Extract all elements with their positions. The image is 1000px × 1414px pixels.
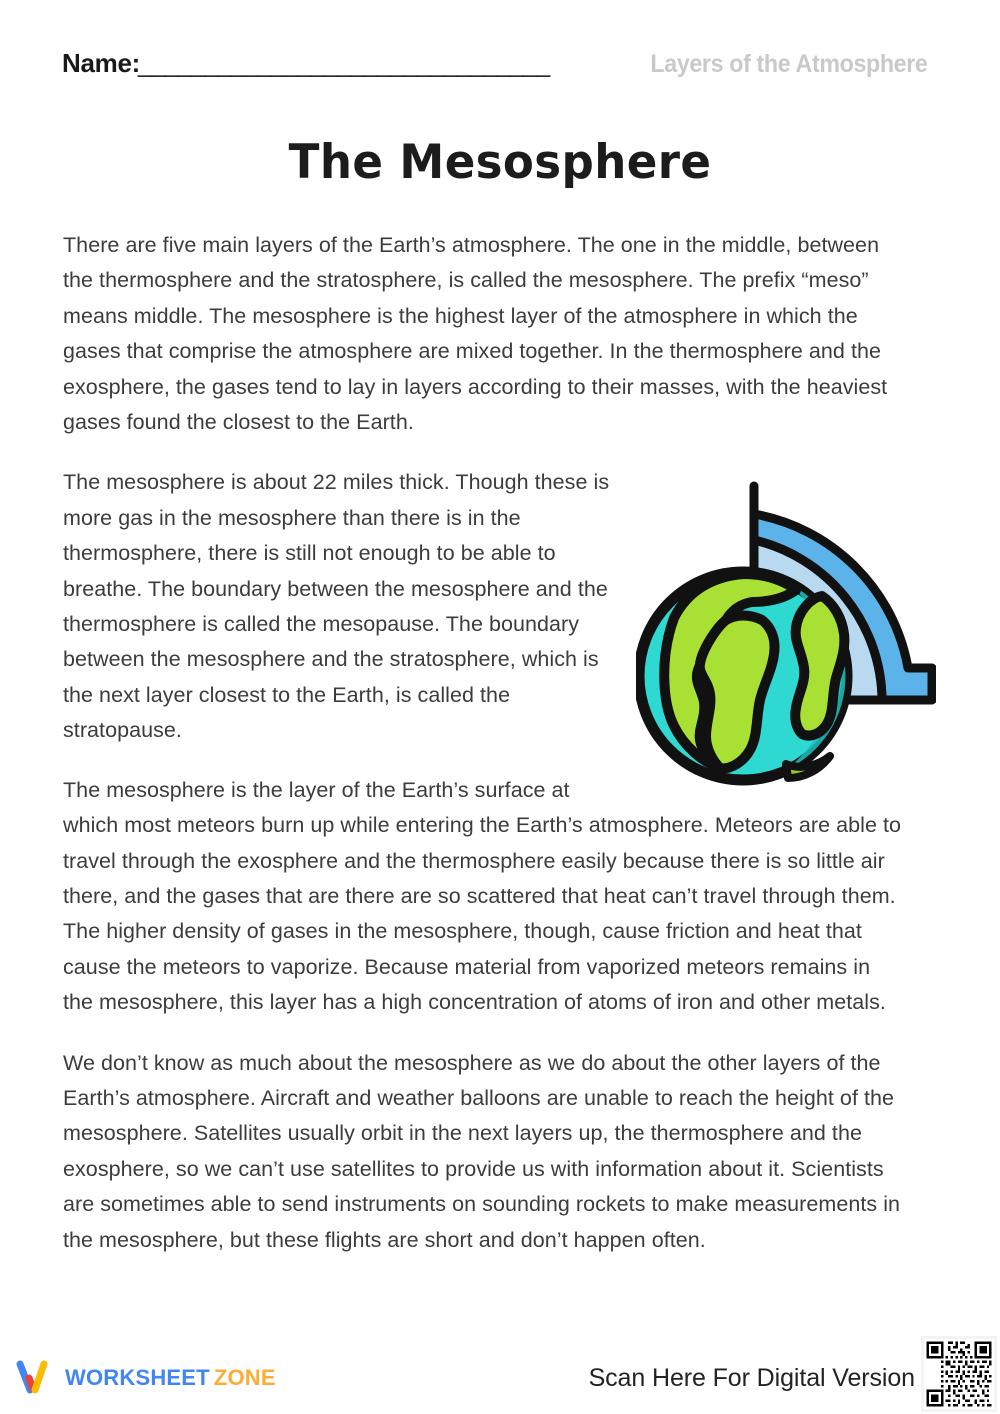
worksheet-header (62, 48, 938, 90)
scan-prompt-text: Scan Here For Digital Version (588, 1364, 915, 1392)
brand-word-zone: ZONE (213, 1365, 276, 1390)
paragraph-1: There are five main layers of the Earth’s atmosphere. The one in the middle, between the thermosphere and the stratosphere, is called the mesosphere. The prefix “meso” means middle. The mesosphere is the highest layer of the atmosphere in which the gases that comprise the atmosphere are mixed together. In the thermosphere and the exosphere, the gases tend to lay in layers according to their masses, with the heaviest gases found the closest to the Earth. (63, 233, 888, 435)
paragraph-2-text: The mesosphere is about 22 miles thick. Though these is more gas in the mesosphere than there is in the thermosphere, there is still not enough to be able to breathe. The boundary between the mesosphere and the thermosphere is called the mesopause. The boundary between the mesosphere and the stratosphere, which is the next layer closest to the Earth, is called the stratopause. (63, 470, 610, 743)
worksheet-body (63, 228, 903, 1258)
worksheet-subject: Layers of the Atmosphere (650, 50, 928, 78)
worksheet-footer (0, 1352, 1000, 1414)
brand-word-worksheet: WORKSHEET (65, 1365, 210, 1390)
qr-code[interactable] (921, 1336, 997, 1412)
qr-code-icon (924, 1339, 994, 1409)
name-label: Name: (62, 48, 140, 78)
worksheet-zone-logo[interactable] (16, 1360, 276, 1396)
paragraph-2 (63, 465, 903, 748)
name-blank-line[interactable]: _______________________________ (137, 48, 550, 78)
name-field[interactable] (62, 48, 549, 79)
illustration-text-wrap-spacer (635, 467, 903, 785)
paragraph-3: The mesosphere is the layer of the Earth’s surface at which most meteors burn up while entering the Earth’s atmosphere. Meteors are able to travel through the exosphere and the thermosphere easily because there is so little air there, and the gases that are there are so scattered that heat can’t travel through them. The higher density of gases in the mesosphere, though, cause friction and heat that cause the meteors to vaporize. Because material from vaporized meteors remains in the mesosphere, this layer has a high concentration of atoms of iron and other metals. (63, 777, 902, 1015)
page-title: The Mesosphere (288, 135, 712, 190)
worksheet-zone-logo-icon (16, 1360, 56, 1396)
brand-wordmark (65, 1365, 276, 1391)
paragraph-4: We don’t know as much about the mesosphere as we do about the other layers of the Earth’s atmosphere. Aircraft and weather balloons are unable to reach the height of the mesosphere. Satellites usually orbit in the next layers up, the thermosphere and the exosphere, so we can’t use satellites to provide us with information about it. Scientists are sometimes able to send instruments on sounding rockets to make measurements in the mesosphere, but these flights are short and don’t happen often. (63, 1050, 901, 1252)
